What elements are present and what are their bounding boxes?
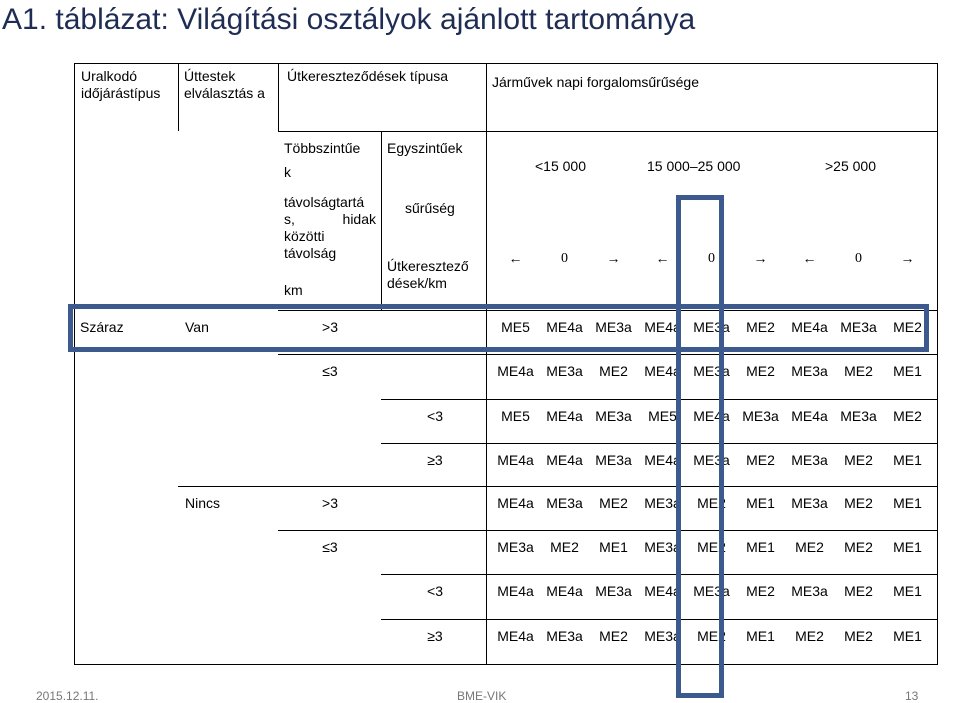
lighting-class-cell: ME4a [497, 452, 534, 468]
header-density: sűrűség [405, 200, 455, 216]
lighting-class-cell: ME2 [844, 363, 873, 379]
lighting-class-cell: ME4a [546, 408, 583, 424]
lighting-class-cell: ME2 [746, 583, 775, 599]
lighting-class-cell: ME2 [550, 539, 579, 555]
highlight-column-frame [676, 195, 724, 698]
cell-separation: Nincs [185, 495, 221, 511]
lighting-class-cell: ME3a [595, 319, 632, 335]
lighting-class-table [74, 63, 938, 665]
lighting-class-cell: ME3a [693, 363, 730, 379]
grid-line [486, 310, 487, 664]
lighting-class-cell: ME3a [546, 495, 583, 511]
arrow-right-icon: → [606, 250, 621, 266]
lighting-class-cell: ME4a [546, 319, 583, 335]
lighting-class-cell: ME2 [599, 495, 628, 511]
lighting-class-cell: ME4a [791, 408, 828, 424]
header-multilevel-suffix: k [284, 164, 291, 180]
lighting-class-cell: ME2 [844, 452, 873, 468]
footer-center: BME-VIK [457, 689, 507, 703]
lighting-class-cell: ME3a [644, 628, 681, 644]
highlight-row-frame [68, 304, 929, 352]
lighting-class-cell: ME1 [746, 495, 775, 511]
lighting-class-cell: ME3a [840, 408, 877, 424]
lighting-class-cell: ME2 [697, 495, 726, 511]
lighting-class-cell: ME2 [599, 628, 628, 644]
zero-label: 0 [708, 251, 715, 266]
lighting-class-cell: ME4a [644, 319, 681, 335]
range-mid: 15 000–25 000 [647, 158, 741, 174]
lighting-class-cell: ME3a [693, 452, 730, 468]
lighting-class-cell: ME4a [644, 363, 681, 379]
arrow-left-icon: ← [802, 250, 817, 266]
lighting-class-cell: ME1 [893, 628, 922, 644]
cell-multilevel-distance: >3 [322, 495, 338, 511]
lighting-class-cell: ME4a [546, 452, 583, 468]
lighting-class-cell: ME3a [791, 495, 828, 511]
lighting-class-cell: ME4a [644, 583, 681, 599]
arrow-left-icon: ← [655, 250, 670, 266]
cell-intersection-density: ≥3 [427, 452, 443, 468]
lighting-class-cell: ME4a [497, 363, 534, 379]
lighting-class-cell: ME3a [791, 452, 828, 468]
grid-line [381, 443, 937, 444]
grid-line [486, 64, 487, 310]
grid-line [381, 574, 937, 575]
range-high: >25 000 [825, 158, 876, 174]
lighting-class-cell: ME2 [893, 408, 922, 424]
lighting-class-cell: ME1 [893, 583, 922, 599]
lighting-class-cell: ME3a [497, 539, 534, 555]
lighting-class-cell: ME2 [844, 583, 873, 599]
grid-line [278, 530, 937, 531]
lighting-class-cell: ME2 [746, 363, 775, 379]
grid-line [278, 131, 937, 132]
page-number: 13 [905, 689, 919, 703]
header-weather: Uralkodó időjárástípus [81, 68, 161, 101]
header-density-unit: Útkeresztező dések/km [387, 258, 469, 291]
lighting-class-cell: ME4a [497, 583, 534, 599]
lighting-class-cell: ME1 [893, 363, 922, 379]
grid-line [381, 399, 937, 400]
cell-intersection-density: <3 [427, 583, 443, 599]
header-multilevel-unit: km [284, 282, 303, 298]
lighting-class-cell: ME4a [497, 628, 534, 644]
lighting-class-cell: ME2 [599, 363, 628, 379]
range-low: <15 000 [535, 158, 586, 174]
lighting-class-cell: ME4a [693, 408, 730, 424]
lighting-class-cell: ME1 [599, 539, 628, 555]
lighting-class-cell: ME3a [693, 583, 730, 599]
footer-date: 2015.12.11. [36, 689, 99, 703]
page-title: A1. táblázat: Világítási osztályok ajánlott tartománya [2, 3, 696, 36]
zero-label: 0 [855, 251, 862, 266]
cell-multilevel-distance: ≤3 [322, 363, 338, 379]
lighting-class-cell: ME5 [501, 408, 530, 424]
lighting-class-cell: ME2 [844, 539, 873, 555]
lighting-class-cell: ME3a [693, 319, 730, 335]
lighting-class-cell: ME2 [893, 319, 922, 335]
cell-intersection-density: ≥3 [427, 628, 443, 644]
cell-multilevel-distance: >3 [322, 319, 338, 335]
grid-line [278, 354, 937, 355]
lighting-class-cell: ME3a [644, 495, 681, 511]
header-multilevel: Többszintűe [284, 140, 361, 156]
lighting-class-cell: ME2 [746, 319, 775, 335]
lighting-class-cell: ME3a [644, 539, 681, 555]
lighting-class-cell: ME3a [742, 408, 779, 424]
header-traffic: Járművek napi forgalomsűrűsége [492, 74, 699, 90]
lighting-class-cell: ME5 [501, 319, 530, 335]
lighting-class-cell: ME2 [746, 452, 775, 468]
arrow-left-icon: ← [508, 250, 523, 266]
lighting-class-cell: ME3a [840, 319, 877, 335]
lighting-class-cell: ME3a [595, 408, 632, 424]
cell-multilevel-distance: ≤3 [322, 539, 338, 555]
lighting-class-cell: ME1 [893, 539, 922, 555]
lighting-class-cell: ME4a [644, 452, 681, 468]
lighting-class-cell: ME1 [893, 452, 922, 468]
grid-line [278, 64, 279, 131]
lighting-class-cell: ME4a [546, 583, 583, 599]
cell-weather: Száraz [80, 319, 124, 335]
lighting-class-cell: ME3a [791, 363, 828, 379]
arrow-right-icon: → [753, 250, 768, 266]
zero-label: 0 [561, 251, 568, 266]
grid-line [381, 619, 937, 620]
lighting-class-cell: ME3a [595, 452, 632, 468]
lighting-class-cell: ME1 [746, 628, 775, 644]
header-multilevel-distance: távolságtartá s, hidak közötti távolság [284, 194, 376, 261]
lighting-class-cell: ME3a [791, 583, 828, 599]
lighting-class-cell: ME2 [795, 539, 824, 555]
lighting-class-cell: ME3a [595, 583, 632, 599]
lighting-class-cell: ME2 [795, 628, 824, 644]
grid-line [178, 64, 179, 131]
grid-line [381, 131, 382, 310]
grid-line [178, 486, 937, 487]
header-intersection-type: Útkereszteződések típusa [287, 68, 449, 84]
lighting-class-cell: ME2 [844, 495, 873, 511]
lighting-class-cell: ME2 [844, 628, 873, 644]
header-singlelevel: Egyszintűek [387, 140, 463, 156]
header-separation: Úttestek elválasztás a [184, 68, 265, 101]
lighting-class-cell: ME2 [697, 628, 726, 644]
lighting-class-cell: ME1 [746, 539, 775, 555]
lighting-class-cell: ME5 [648, 408, 677, 424]
cell-separation: Van [185, 319, 209, 335]
lighting-class-cell: ME3a [546, 363, 583, 379]
arrow-right-icon: → [900, 250, 915, 266]
lighting-class-cell: ME3a [546, 628, 583, 644]
cell-intersection-density: <3 [427, 408, 443, 424]
lighting-class-cell: ME1 [893, 495, 922, 511]
lighting-class-cell: ME4a [791, 319, 828, 335]
lighting-class-cell: ME2 [697, 539, 726, 555]
lighting-class-cell: ME4a [497, 495, 534, 511]
